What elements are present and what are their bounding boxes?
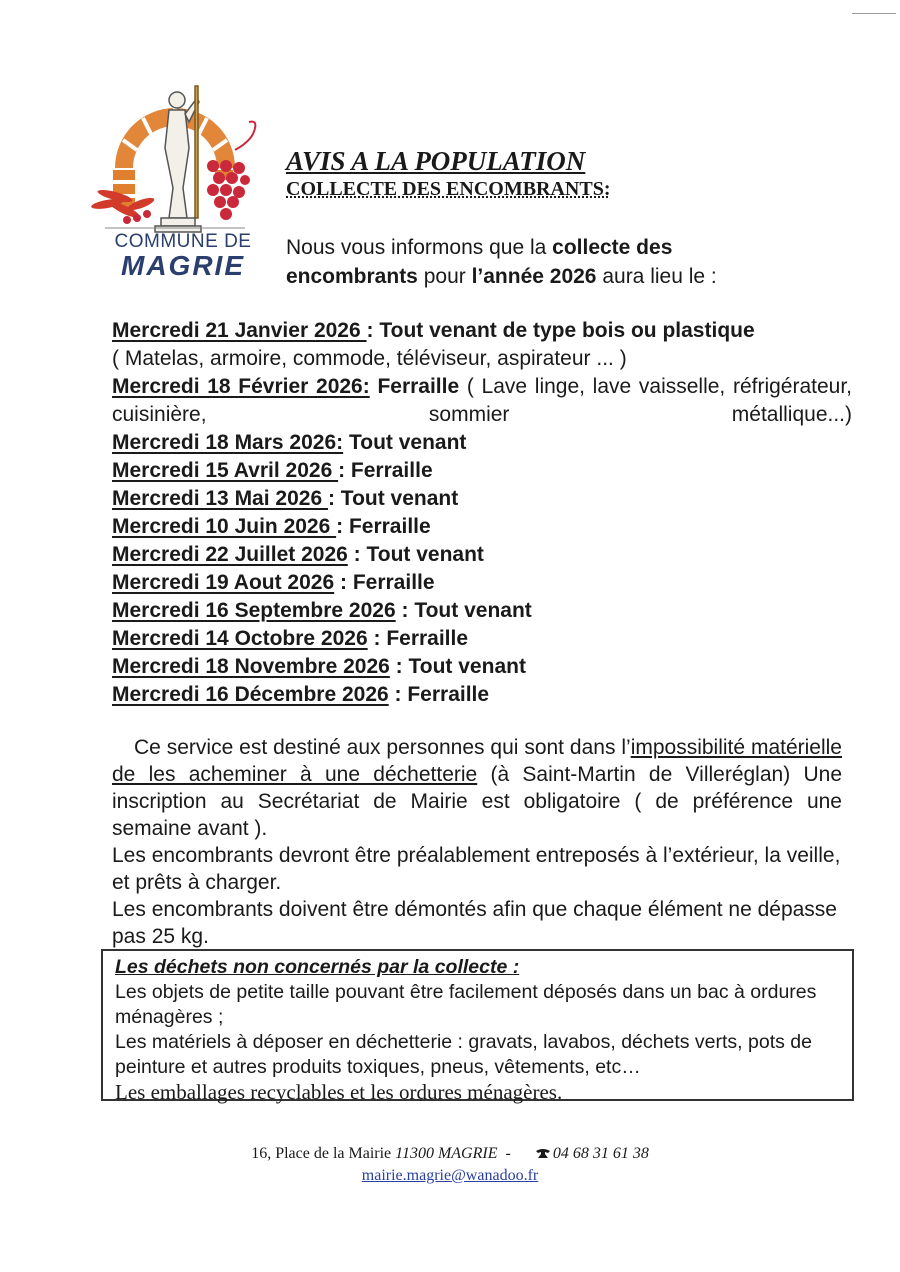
separator: :	[327, 487, 341, 510]
footer-dash: -	[497, 1145, 535, 1162]
collection-date: Mercredi 21 Janvier 2026	[112, 319, 367, 342]
collection-date: Mercredi 10 Juin 2026	[112, 515, 337, 538]
collection-type: Tout venant	[414, 599, 532, 622]
logo-text	[103, 232, 263, 280]
collection-item	[112, 597, 852, 625]
collection-type: Ferraille	[352, 571, 435, 594]
intro-text: aura lieu le :	[596, 265, 717, 288]
collection-item	[112, 457, 852, 485]
collection-item	[112, 541, 852, 569]
collection-item	[112, 569, 852, 597]
separator: :	[389, 655, 409, 678]
excluded-title: Les déchets non concernés par la collecte :	[115, 956, 520, 978]
footer-postcode-city: 11300 MAGRIE	[395, 1145, 498, 1162]
excluded-item: Les matériels à déposer en déchetterie : gravats, lavabos, déchets verts, pots de peinture et autres produits toxiques, pneus, vêtements, etc…	[115, 1031, 812, 1078]
service-paragraph	[112, 734, 842, 842]
intro-text: pour	[417, 265, 472, 288]
collection-date: Mercredi 18 Mars 2026:	[112, 431, 344, 454]
footer	[0, 1143, 900, 1187]
collection-item	[112, 653, 852, 681]
separator: :	[336, 515, 349, 538]
service-text: Ce service est destiné aux personnes qui sont dans l’	[134, 736, 631, 759]
collection-item	[112, 513, 852, 541]
separator: :	[347, 543, 367, 566]
collection-item	[112, 373, 852, 429]
separator: :	[334, 571, 353, 594]
intro-text: Nous vous informons que la	[286, 236, 553, 259]
service-text: (à Saint-Martin de Villeréglan) Une inscription au Secrétariat de Mairie est obligatoire ( de préférence une semaine avant ).	[112, 763, 842, 840]
collection-date: Mercredi 13 Mai 2026	[112, 487, 328, 510]
page-subtitle: COLLECTE DES ENCOMBRANTS:	[286, 178, 611, 200]
collection-date: Mercredi 22 Juillet 2026	[112, 543, 348, 566]
service-info	[112, 734, 842, 950]
telephone-icon	[535, 1148, 551, 1159]
separator: :	[338, 459, 351, 482]
excluded-item: Les emballages recyclables et les ordures ménagères.	[115, 1080, 563, 1104]
intro-bold-annee: l’année 2026	[471, 265, 597, 288]
page-title: AVIS A LA POPULATION	[286, 146, 586, 176]
collection-date: Mercredi 18 Novembre 2026	[112, 655, 390, 678]
scan-mark	[852, 13, 896, 14]
collection-date: Mercredi 18 Février 2026:	[112, 375, 370, 398]
collection-type: Ferraille	[386, 627, 469, 650]
intro-paragraph	[286, 233, 786, 291]
collection-type: Ferraille	[350, 459, 433, 482]
logo-town-name: MAGRIE	[121, 250, 245, 281]
service-underlined-text: impossibilité matérielle de les acheminer à une déchetterie	[112, 736, 842, 786]
collection-type: Ferraille	[348, 515, 431, 538]
collection-type: Tout venant	[348, 431, 467, 454]
footer-address: 16, Place de la Mairie	[251, 1145, 396, 1162]
separator: :	[366, 319, 380, 342]
intro-bold-collecte: collecte des encombrants	[286, 236, 673, 288]
collection-date: Mercredi 16 Septembre 2026	[112, 599, 396, 622]
collection-item	[112, 625, 852, 653]
collection-type: Tout venant	[340, 487, 459, 510]
collection-item	[112, 317, 852, 345]
collection-date: Mercredi 15 Avril 2026	[112, 459, 339, 482]
excluded-item: Les objets de petite taille pouvant être facilement déposés dans un bac à ordures ménagères ;	[115, 981, 817, 1028]
collection-detail: ( Lave linge, lave vaisselle, réfrigérateur, cuisinière, sommier métallique...)	[112, 375, 853, 426]
collection-detail: ( Matelas, armoire, commode, téléviseur, aspirateur ... )	[112, 347, 627, 370]
excluded-waste-box	[101, 949, 854, 1104]
collection-type: Tout venant de type bois ou plastique	[379, 319, 755, 342]
collection-type: Ferraille	[377, 375, 460, 398]
logo-commune-label: COMMUNE DE	[114, 231, 252, 252]
service-paragraph: Les encombrants devront être préalablement entreposés à l’extérieur, la veille, et prêts à charger.	[112, 844, 841, 894]
collection-type: Tout venant	[366, 543, 484, 566]
collection-item	[112, 485, 852, 513]
separator: :	[388, 683, 408, 706]
collection-type: Ferraille	[407, 683, 490, 706]
separator: :	[395, 599, 415, 622]
service-paragraph: Les encombrants doivent être démontés afin que chaque élément ne dépasse pas 25 kg.	[112, 898, 837, 948]
footer-phone: 04 68 31 61 38	[552, 1145, 649, 1162]
collection-item	[112, 681, 852, 709]
separator: :	[367, 627, 387, 650]
collection-date: Mercredi 19 Aout 2026	[112, 571, 335, 594]
footer-email-link[interactable]: mairie.magrie@wanadoo.fr	[361, 1167, 539, 1184]
collection-dates-list	[112, 317, 852, 709]
collection-date: Mercredi 16 Décembre 2026	[112, 683, 389, 706]
collection-item	[112, 429, 852, 457]
collection-date: Mercredi 14 Octobre 2026	[112, 627, 368, 650]
footer-address-line	[0, 1143, 900, 1165]
collection-type: Tout venant	[408, 655, 526, 678]
